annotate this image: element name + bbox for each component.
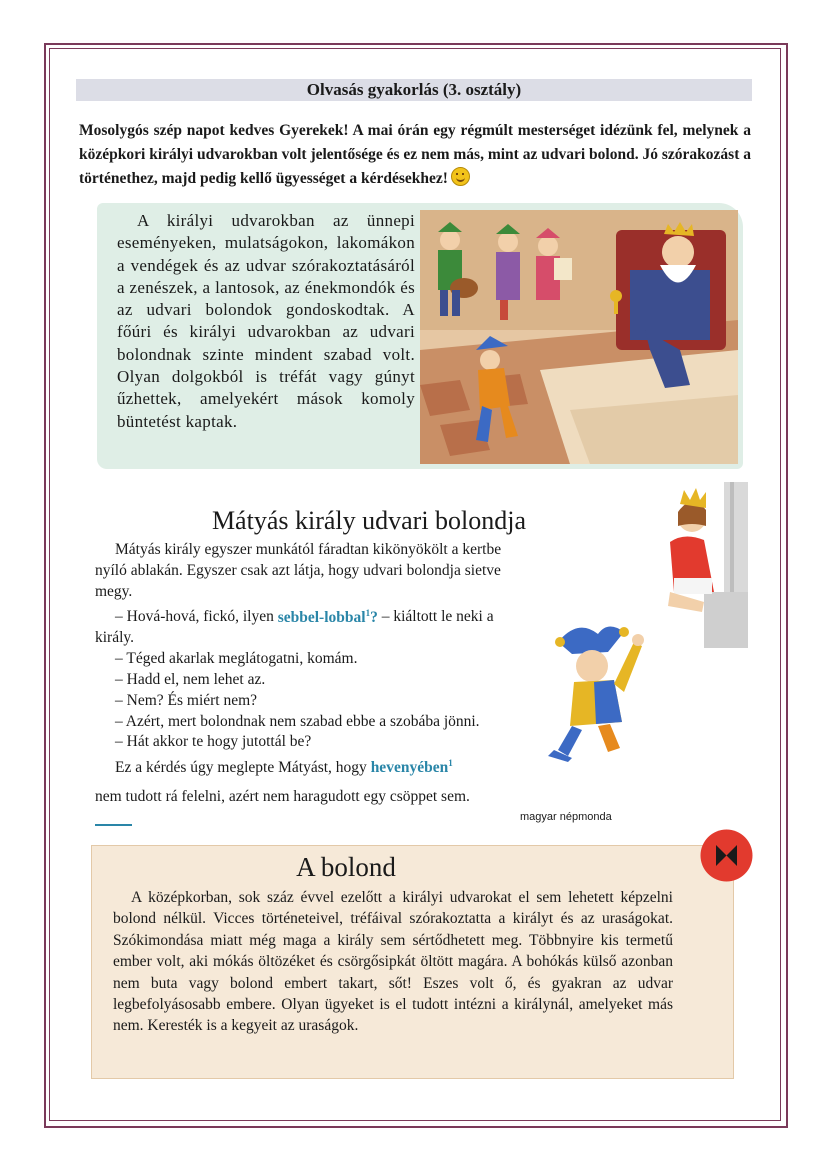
page-title: Olvasás gyakorlás (3. osztály): [76, 79, 752, 101]
story-text: Ez a kérdés úgy meglepte Mátyást, hogy: [115, 759, 371, 777]
glossary-term-text: hevenyében: [370, 759, 449, 777]
footnote-divider: [95, 824, 132, 826]
glossary-term: [371, 759, 453, 776]
story-dialogue-line: – Azért, mert bolondnak nem szabad ebbe a szobába jönni.: [115, 712, 480, 730]
story-paragraph: [95, 753, 535, 779]
story-last-line: nem tudott rá felelni, azért nem haragudott egy csöppet sem.: [95, 788, 470, 805]
jester-info-title: A bolond: [296, 852, 396, 882]
glossary-term-text: sebbel-lobbal: [277, 608, 366, 626]
smiley-icon: [451, 167, 470, 186]
story-dialogue-line: – Hát akkor te hogy jutottál be?: [115, 733, 312, 751]
jester-info-paragraph: A középkorban, sok száz évvel ezelőtt a királyi udvarokat el sem lehetett képzelni bolond nélkül. Vicces történeteivel, tréfáival szórakoztatta a királyt és az uraságokat. Szókimondása miatt még maga a király sem sértődhetett meg. Többnyire kis termetű ember volt, aki mókás öltözéket és csörgősipkát öltött magára. A bohókás külső azonban nem buta vagy bolond embert takart, sőt! Eszes volt ő, és gyakran az udvar legbefolyásosabb embere. Olyan ügyeket is el tudott intézni a királynál, amelyeket más nem. Keresték is a kegyeit az uraságok.: [113, 889, 673, 1035]
story-paragraph: Mátyás király egyszer munkától fáradtan kikönyökölt a kertbe nyíló ablakán. Egyszer csak azt látja, hogy udvari bolondja sietve megy.: [95, 541, 502, 600]
story-title: Mátyás király udvari bolondja: [211, 506, 527, 535]
play-audio-icon[interactable]: [699, 828, 754, 883]
story-dialogue-line: – Hadd el, nem lehet az.: [115, 670, 266, 688]
story-dialogue-line: [95, 602, 535, 649]
intro-text: Mosolygós szép napot kedves Gyerekek! A mai órán egy régmúlt mesterséget idézünk fel, melynek a középkori királyi udvarokban volt jelentősége és ez nem más, mint az udvari bolond. Jó szórakozást a történethez, majd pedig kellő ügyességet a kérdésekhez!: [79, 122, 751, 187]
footnote-marker: 1: [365, 607, 371, 618]
story-source: magyar népmonda: [520, 811, 612, 823]
king-at-window-illustration: [664, 482, 748, 648]
dialogue-text: – Hová-hová, fickó, ilyen: [115, 608, 278, 626]
glossary-term: [278, 609, 378, 626]
jester-illustration: [538, 622, 658, 762]
story-dialogue-line: – Téged akarlak meglátogatni, komám.: [115, 650, 358, 668]
story-body: [95, 540, 535, 779]
footnote-marker: 1: [448, 758, 453, 769]
court-info-text: [117, 210, 415, 433]
intro-paragraph: [79, 119, 751, 191]
glossary-term-punctuation: ?: [370, 608, 378, 626]
story-dialogue-line: – Nem? És miért nem?: [115, 691, 258, 709]
court-info-paragraph: A királyi udvarokban az ünnepi eseményeken, mulatságokon, lakomákon a vendégek és az udvar szórakoztatásáról a zenészek, a lantosok, az énekmondók és az udvari bolondok gondoskodtak. A főúri és királyi udvarokban az udvari bolondnak szinte mindent szabad volt. Olyan dolgokból is tréfát vagy gúnyt űzhettek, amelyekért mások komoly büntetést kaptak.: [117, 211, 415, 431]
royal-court-illustration: [420, 210, 738, 464]
jester-info-text: [113, 887, 673, 1037]
dialogue-text: – kiáltott le neki a király.: [95, 608, 494, 647]
